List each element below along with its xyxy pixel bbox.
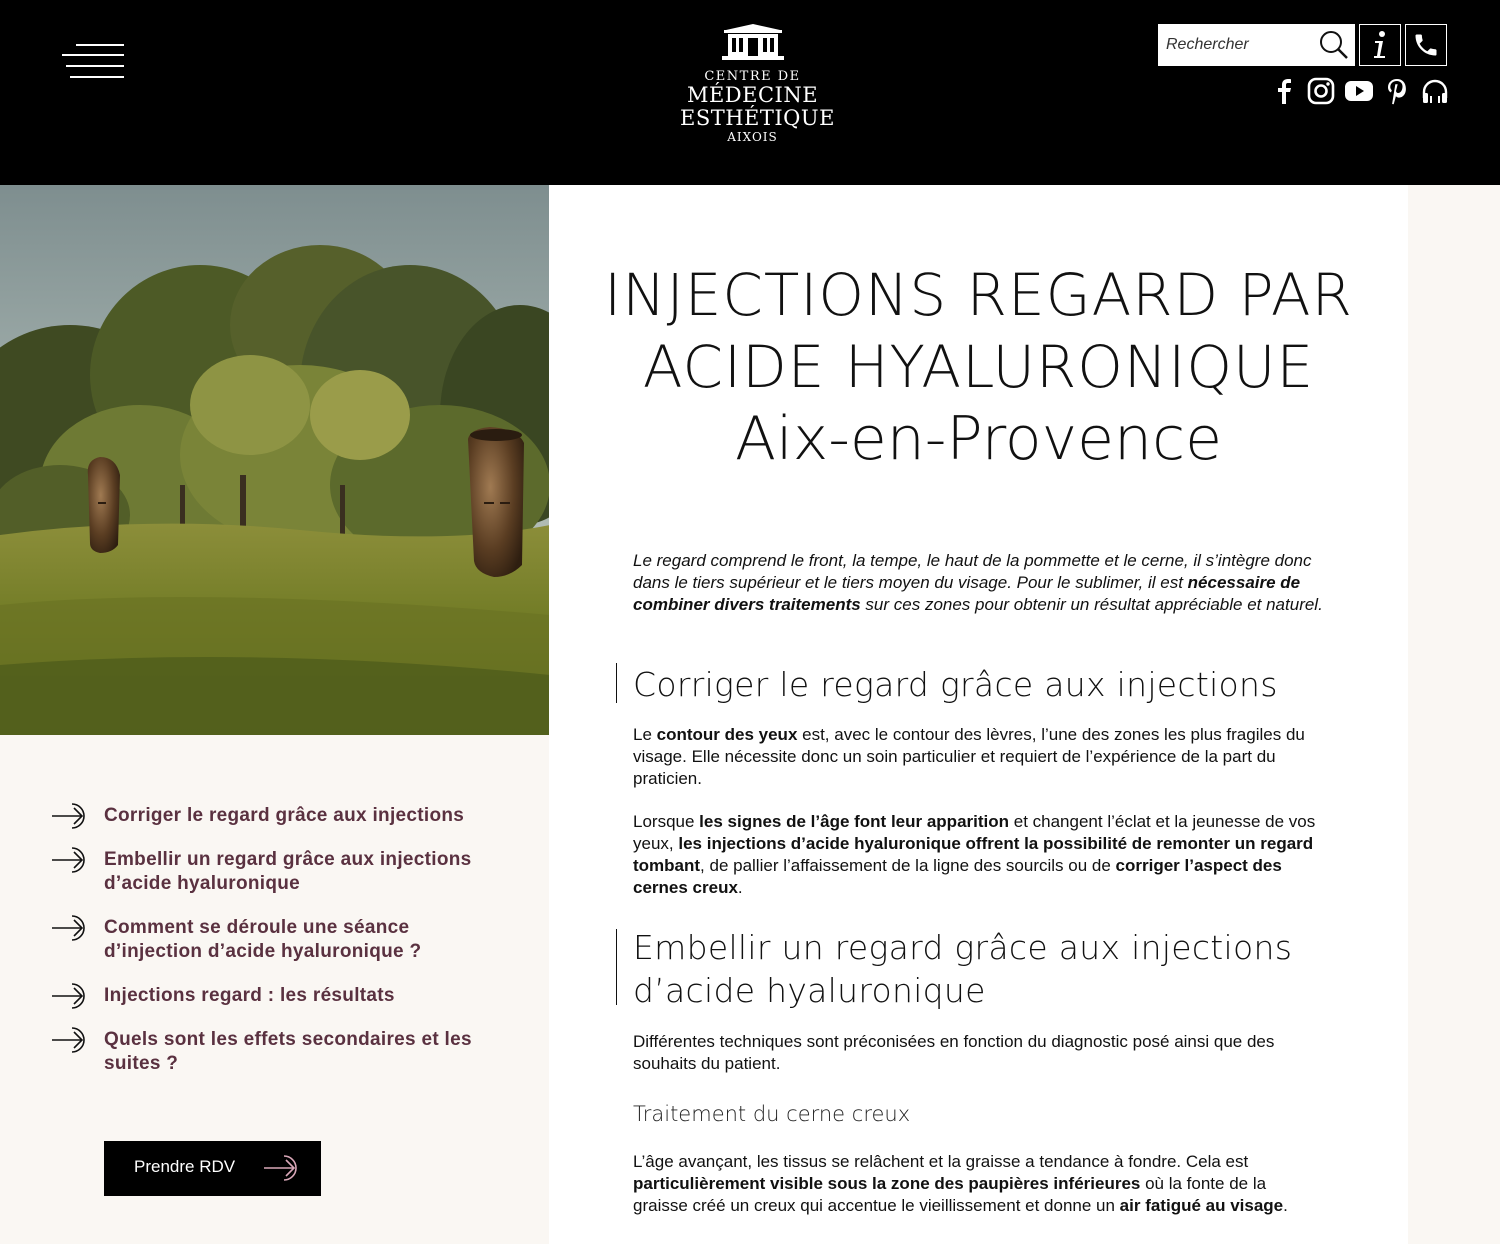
search-icon	[1319, 30, 1349, 60]
facebook-link[interactable]	[1269, 76, 1299, 106]
phone-icon	[1412, 31, 1440, 59]
facebook-icon	[1276, 78, 1292, 104]
menu-icon[interactable]	[62, 44, 124, 80]
paragraph-age-avancant: L’âge avançant, les tissus se relâchent et la graisse a tendance à fondre. Cela est particulièrement visible sous la zone des paupières inférieures où la fonte de la graisse créé un creux qui accentue le vieillissement et donne un air fatigué au visage.	[633, 1152, 1288, 1215]
prendre-rdv-button[interactable]	[104, 1141, 321, 1196]
arrow-right-icon	[52, 803, 86, 829]
section-heading-corriger: Corriger le regard grâce aux injections	[633, 665, 1278, 704]
site-logo[interactable]	[680, 24, 835, 164]
arrow-right-icon	[52, 847, 86, 873]
arrow-right-icon	[52, 983, 86, 1009]
landscape-sculpture-image	[0, 185, 550, 735]
page-title	[549, 259, 1408, 475]
youtube-icon	[1345, 80, 1373, 102]
main-content	[549, 185, 1408, 1244]
podcast-link[interactable]	[1420, 76, 1450, 106]
info-icon	[1370, 30, 1390, 60]
toc-item-label: Quels sont les effets secondaires et les suites ?	[104, 1029, 472, 1074]
title-line-1: INJECTIONS REGARD PAR	[604, 261, 1353, 329]
arrow-right-icon	[52, 915, 86, 941]
search-box	[1158, 24, 1355, 66]
right-margin	[1408, 185, 1500, 1244]
site-header	[0, 0, 1500, 185]
search-input[interactable]	[1159, 25, 1314, 65]
instagram-link[interactable]	[1306, 76, 1336, 106]
search-button[interactable]	[1314, 25, 1354, 65]
info-button[interactable]	[1359, 24, 1401, 66]
logo-line-2: MÉDECINE	[686, 83, 819, 107]
toc-item-label: Corriger le regard grâce aux injections	[104, 805, 465, 826]
heading-bar	[616, 929, 617, 1005]
rdv-label: Prendre RDV	[134, 1157, 236, 1176]
youtube-link[interactable]	[1344, 76, 1374, 106]
section-heading-embellir: Embellir un regard grâce aux injections d’acide hyaluronique	[633, 928, 1293, 1010]
paragraph-techniques: Différentes techniques sont préconisées en fonction du diagnostic posé ainsi que des souhaits du patient.	[633, 1032, 1275, 1073]
paragraph-contour: Le contour des yeux est, avec le contour des lèvres, l’une des zones les plus fragiles du visage. Elle nécessite donc un soin particulier et requiert de l’expérience de la part du praticien.	[633, 725, 1305, 788]
title-line-3: Aix-en-Provence	[734, 404, 1222, 474]
building-logo-icon	[722, 24, 784, 60]
toc-item-label: Injections regard : les résultats	[104, 985, 395, 1006]
intro-paragraph: Le regard comprend le front, la tempe, le haut de la pommette et le cerne, il s’intègre donc dans le tiers supérieur et le tiers moyen du visage. Pour le sublimer, il est nécessaire de combiner divers traitements sur ces zones pour obtenir un résultat appréciable et naturel.	[633, 551, 1323, 614]
subheading-cerne-creux: Traitement du cerne creux	[633, 1102, 911, 1126]
toc-item-label: Embellir un regard grâce aux injections d’acide hyaluronique	[104, 849, 472, 894]
arrow-right-icon	[264, 1154, 298, 1182]
hero-image	[0, 185, 550, 735]
title-line-2: ACIDE HYALURONIQUE	[642, 333, 1315, 401]
phone-button[interactable]	[1405, 24, 1447, 66]
toc-item-label: Comment se déroule une séance d’injection d’acide hyaluronique ?	[104, 917, 422, 962]
arrow-right-icon	[52, 1027, 86, 1053]
pinterest-icon	[1385, 77, 1409, 105]
logo-line-3: ESTHÉTIQUE	[680, 106, 835, 130]
pinterest-link[interactable]	[1382, 76, 1412, 106]
headphones-icon	[1421, 78, 1449, 104]
logo-line-4: AIXOIS	[727, 130, 778, 144]
instagram-icon	[1307, 77, 1335, 105]
heading-bar	[616, 663, 617, 703]
logo-line-1: CENTRE DE	[704, 69, 801, 84]
paragraph-signes-age: Lorsque les signes de l’âge font leur apparition et changent l’éclat et la jeunesse de vos yeux, les injections d’acide hyaluronique offrent la possibilité de remonter un regard tombant, de pallier l’affaissement de la ligne des sourcils ou de corriger l’aspect des cernes creux.	[633, 812, 1316, 897]
